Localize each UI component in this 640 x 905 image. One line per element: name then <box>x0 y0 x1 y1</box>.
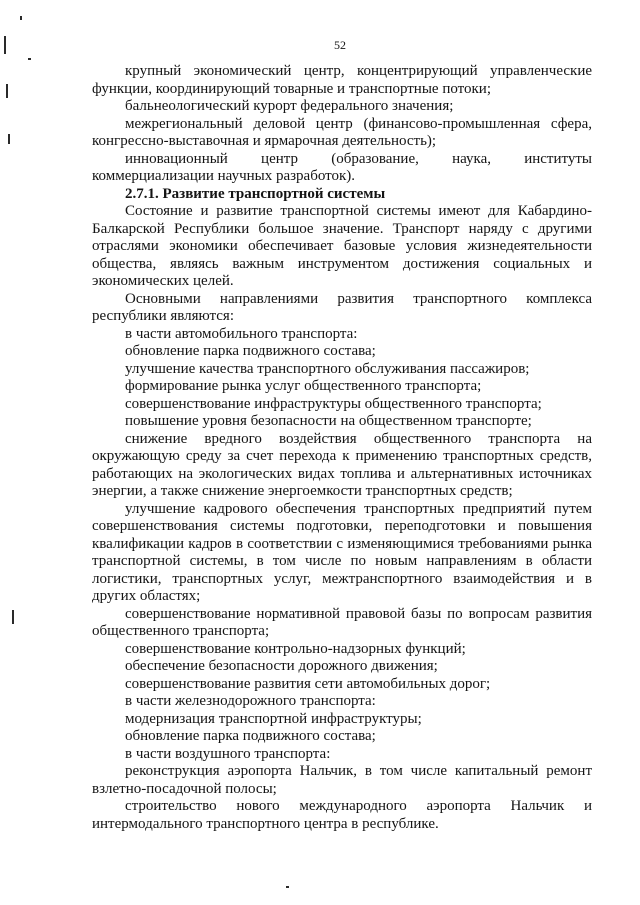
list-item: совершенствование развития сети автомобильных дорог; <box>125 675 491 692</box>
scan-mark <box>28 58 31 60</box>
list-item: обеспечение безопасности дорожного движения; <box>125 658 438 674</box>
list-item: в части автомобильного транспорта: <box>125 325 358 342</box>
list-item: совершенствование инфраструктуры общественного транспорта; <box>125 395 542 412</box>
page-number: 52 <box>334 38 346 52</box>
list-item: снижение вредного воздействия общественного транспорта на окружающую среду за счет перехода к применению транспортных средств, работающих на экологических видах топлива и альтернативных источниках энергии, а также снижение энергоемкости транспортных средств; <box>92 430 592 499</box>
list-item: совершенствование нормативной правовой базы по вопросам развития общественного транспорта; <box>92 605 592 639</box>
list-item: улучшение кадрового обеспечения транспортных предприятий путем совершенствования системы подготовки, переподготовки и повышения квалификации кадров в соответствии с изменяющимися требованиями рынка транспортной системы, в том числе по новым направлениям в области логистики, транспортных услуг, межтранспортного взаимодействия и в других областях; <box>92 500 592 604</box>
list-item: строительство нового международного аэропорта Нальчик и интермодального транспортного центра в республике. <box>92 798 592 832</box>
list-item: обновление парка подвижного состава; <box>125 728 376 744</box>
list-item: в части воздушного транспорта: <box>125 745 331 762</box>
paragraph: межрегиональный деловой центр (финансово-промышленная сфера, конгрессно-выставочная и ярмарочная деятельность); <box>92 115 592 149</box>
paragraph: крупный экономический центр, концентрирующий управленческие функции, координирующий товарные и транспортные потоки; <box>92 63 592 97</box>
paragraph: Состояние и развитие транспортной системы имеют для Кабардино-Балкарской Республики большое значение. Транспорт наряду с другими отраслями экономики обеспечивает базовые условия жизнедеятельности общества, являясь важным инструментом достижения социальных и экономических целей. <box>92 203 592 289</box>
document-body <box>92 63 592 833</box>
scan-mark <box>286 886 289 888</box>
paragraph: Основными направлениями развития транспортного комплекса республики являются: <box>92 290 592 324</box>
list-item: улучшение качества транспортного обслуживания пассажиров; <box>125 360 530 377</box>
list-item: модернизация транспортной инфраструктуры; <box>125 710 422 727</box>
section-heading: 2.7.1. Развитие транспортной системы <box>125 185 386 202</box>
list-item: повышение уровня безопасности на общественном транспорте; <box>125 413 532 429</box>
scan-mark <box>12 610 14 624</box>
paragraph: инновационный центр (образование, наука, институты коммерциализации научных разработок). <box>92 150 592 184</box>
scan-mark <box>6 84 8 98</box>
list-item: совершенствование контрольно-надзорных функций; <box>125 640 466 657</box>
list-item: формирование рынка услуг общественного транспорта; <box>125 378 482 394</box>
list-item: в части железнодорожного транспорта: <box>125 693 376 709</box>
scan-mark <box>8 134 10 144</box>
scan-mark <box>20 16 22 20</box>
paragraph: бальнеологический курорт федерального значения; <box>125 98 454 114</box>
list-item: реконструкция аэропорта Нальчик, в том числе капитальный ремонт взлетно-посадочной полосы; <box>92 763 592 797</box>
list-item: обновление парка подвижного состава; <box>125 343 376 359</box>
